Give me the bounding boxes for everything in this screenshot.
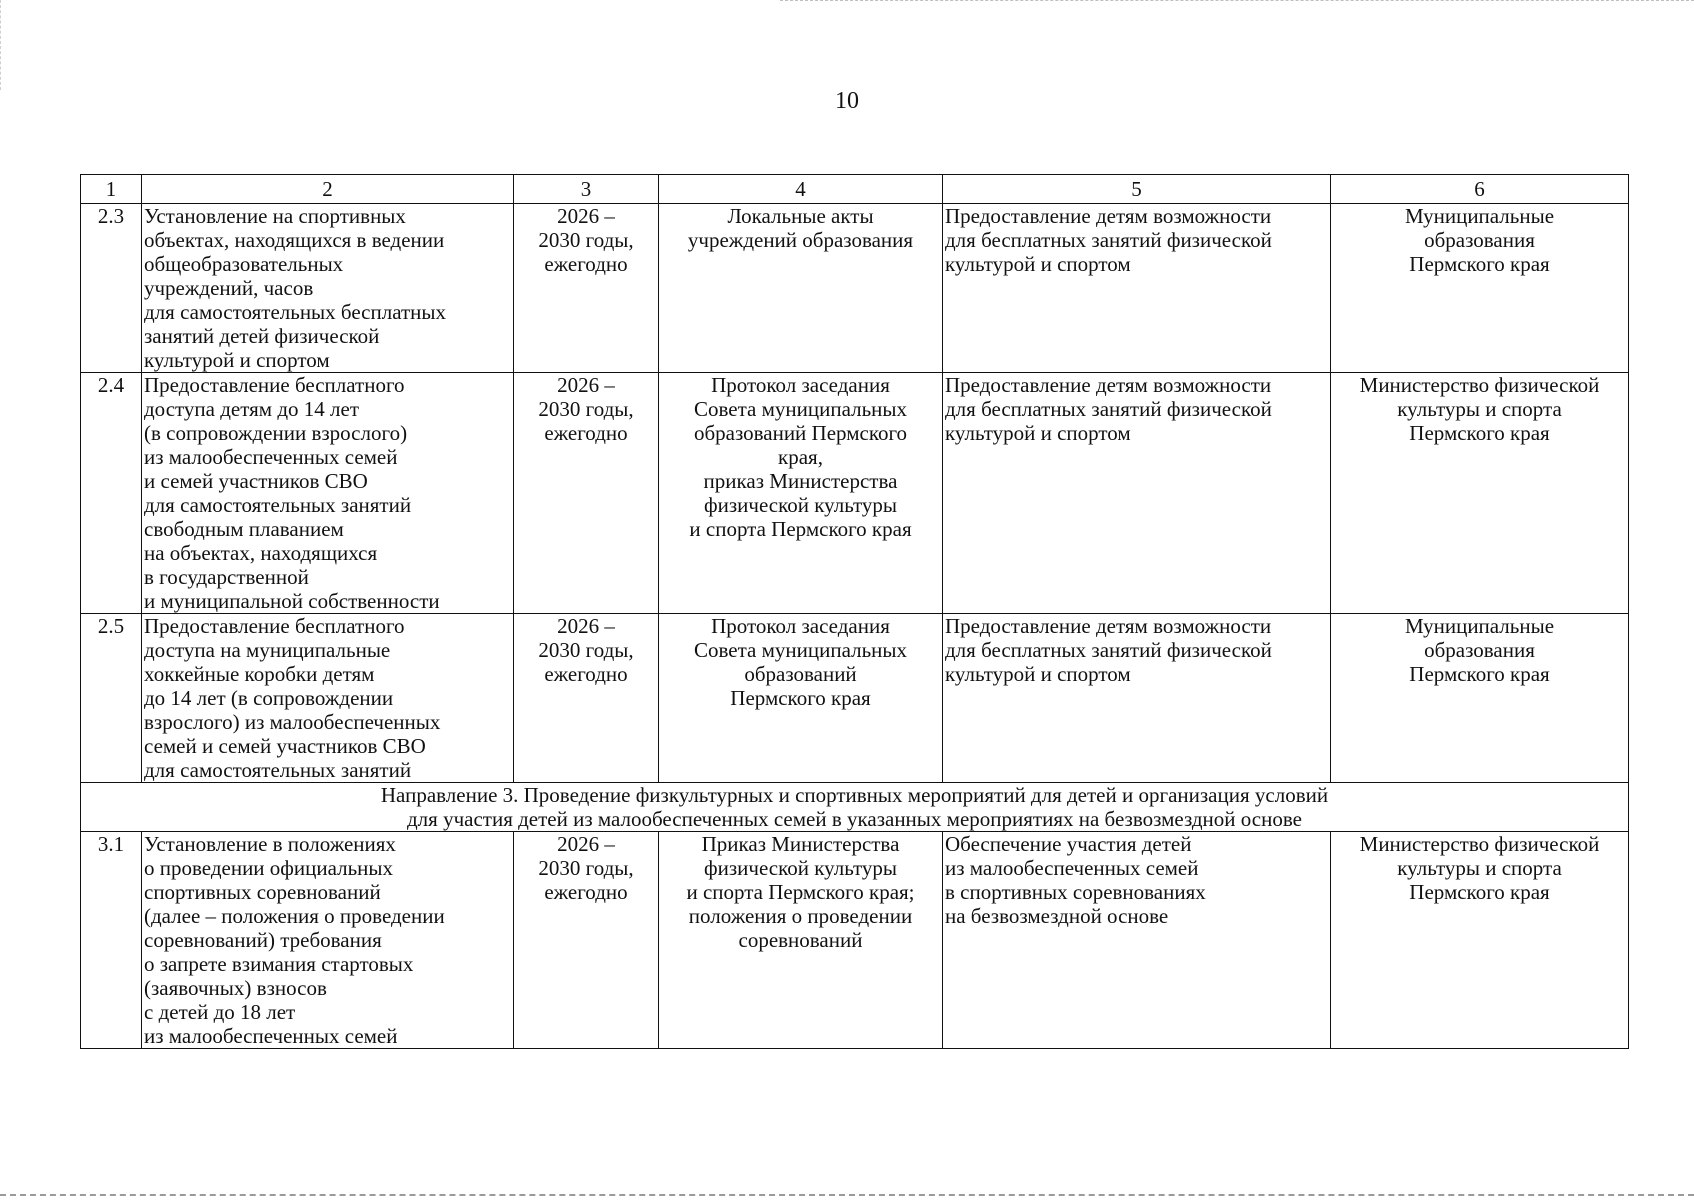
column-number: 2 [142, 175, 514, 204]
measure-line: из малообеспеченных семей [144, 445, 398, 469]
document-line: положения о проведении [688, 904, 913, 928]
period-line: 2026 – [557, 204, 615, 228]
document-line: края, [778, 445, 823, 469]
result-cell [943, 373, 1331, 614]
result-line: из малообеспеченных семей [945, 856, 1199, 880]
result-line: культурой и спортом [945, 662, 1131, 686]
row-number: 2.3 [81, 204, 142, 373]
period-line: 2030 годы, [538, 228, 634, 252]
measure-line: Установление в положениях [144, 832, 396, 856]
document-line: Протокол заседания [711, 614, 890, 638]
measure-line: учреждений, часов [144, 276, 314, 300]
measure-line: взрослого) из малообеспеченных [144, 710, 441, 734]
column-number: 1 [81, 175, 142, 204]
responsible-cell [1331, 373, 1629, 614]
result-line: культурой и спортом [945, 421, 1131, 445]
measure-cell [142, 614, 514, 783]
result-line: для бесплатных занятий физической [945, 638, 1272, 662]
measure-line: и семей участников СВО [144, 469, 368, 493]
responsible-cell [1331, 614, 1629, 783]
document-line: Локальные акты [727, 204, 874, 228]
responsible-line: Пермского края [1409, 662, 1550, 686]
result-line: культурой и спортом [945, 252, 1131, 276]
table-row [81, 614, 1629, 783]
measure-line: и муниципальной собственности [144, 589, 440, 613]
measure-line: для самостоятельных занятий [144, 493, 412, 517]
period-cell [514, 832, 659, 1049]
document-cell [659, 373, 943, 614]
responsible-line: Министерство физической [1359, 373, 1600, 397]
period-line: 2026 – [557, 832, 615, 856]
measure-line: для самостоятельных бесплатных [144, 300, 447, 324]
measure-line: занятий детей физической [144, 324, 380, 348]
period-cell [514, 614, 659, 783]
responsible-line: Пермского края [1409, 421, 1550, 445]
scan-edge-bottom [0, 1194, 1694, 1198]
measure-line: культурой и спортом [144, 348, 330, 372]
period-line: ежегодно [544, 662, 628, 686]
section-heading-line: для участия детей из малообеспеченных семей в указанных мероприятиях на безвозмездной основе [407, 807, 1302, 831]
measure-line: до 14 лет (в сопровождении [144, 686, 394, 710]
period-line: 2026 – [557, 614, 615, 638]
document-line: физической культуры [704, 493, 897, 517]
responsible-line: культуры и спорта [1397, 397, 1562, 421]
result-line: для бесплатных занятий физической [945, 228, 1272, 252]
result-line: Обеспечение участия детей [945, 832, 1192, 856]
period-line: 2030 годы, [538, 397, 634, 421]
document-line: соревнований [738, 928, 863, 952]
responsible-line: Муниципальные [1404, 614, 1555, 638]
responsible-line: образования [1424, 228, 1535, 252]
document-line: физической культуры [704, 856, 897, 880]
measure-line: на объектах, находящихся [144, 541, 378, 565]
measure-line: Предоставление бесплатного [144, 373, 405, 397]
table-row [81, 373, 1629, 614]
period-cell [514, 204, 659, 373]
document-line: Совета муниципальных [693, 638, 907, 662]
responsible-cell [1331, 204, 1629, 373]
document-line: учреждений образования [687, 228, 914, 252]
measure-cell [142, 204, 514, 373]
measure-line: Предоставление бесплатного [144, 614, 405, 638]
measure-line: о запрете взимания стартовых [144, 952, 414, 976]
row-number: 2.4 [81, 373, 142, 614]
table-row [81, 832, 1629, 1049]
result-line: для бесплатных занятий физической [945, 397, 1272, 421]
responsible-line: Муниципальные [1404, 204, 1555, 228]
measure-line: доступа на муниципальные [144, 638, 391, 662]
measure-line: спортивных соревнований [144, 880, 381, 904]
scan-edge-left [0, 0, 2, 90]
period-line: 2030 годы, [538, 638, 634, 662]
measure-line: доступа детям до 14 лет [144, 397, 360, 421]
responsible-line: Пермского края [1409, 880, 1550, 904]
result-cell [943, 614, 1331, 783]
document-line: образований [744, 662, 857, 686]
scan-edge-top [780, 0, 1694, 3]
measures-table [80, 174, 1629, 1049]
document-line: Пермского края [730, 686, 871, 710]
measure-line: объектах, находящихся в ведении [144, 228, 445, 252]
responsible-line: Министерство физической [1359, 832, 1600, 856]
period-cell [514, 373, 659, 614]
result-cell [943, 832, 1331, 1049]
measure-line: семей и семей участников СВО [144, 734, 426, 758]
row-number: 2.5 [81, 614, 142, 783]
responsible-line: образования [1424, 638, 1535, 662]
document-line: образований Пермского [693, 421, 908, 445]
result-line: на безвозмездной основе [945, 904, 1169, 928]
result-line: в спортивных соревнованиях [945, 880, 1206, 904]
section-heading-line: Направление 3. Проведение физкультурных и спортивных мероприятий для детей и организация условий [380, 783, 1329, 807]
measure-line: для самостоятельных занятий [144, 758, 412, 782]
measure-line: в государственной [144, 565, 309, 589]
column-number: 5 [943, 175, 1331, 204]
document-cell [659, 204, 943, 373]
result-line: Предоставление детям возможности [945, 373, 1272, 397]
measure-line: (далее – положения о проведении [144, 904, 445, 928]
measure-line: соревнований) требования [144, 928, 382, 952]
result-line: Предоставление детям возможности [945, 614, 1272, 638]
measure-line: Установление на спортивных [144, 204, 406, 228]
document-line: приказ Министерства [703, 469, 898, 493]
measure-line: из малообеспеченных семей [144, 1024, 398, 1048]
measure-line: о проведении официальных [144, 856, 394, 880]
document-line: Протокол заседания [711, 373, 890, 397]
responsible-line: культуры и спорта [1397, 856, 1562, 880]
measure-line: общеобразовательных [144, 252, 344, 276]
responsible-cell [1331, 832, 1629, 1049]
column-number: 6 [1331, 175, 1629, 204]
document-cell [659, 614, 943, 783]
period-line: ежегодно [544, 252, 628, 276]
period-line: ежегодно [544, 421, 628, 445]
period-line: 2026 – [557, 373, 615, 397]
measure-cell [142, 832, 514, 1049]
section-heading [81, 783, 1629, 832]
column-number: 4 [659, 175, 943, 204]
document-line: и спорта Пермского края [689, 517, 912, 541]
period-line: ежегодно [544, 880, 628, 904]
measure-cell [142, 373, 514, 614]
result-line: Предоставление детям возможности [945, 204, 1272, 228]
document-line: Совета муниципальных [693, 397, 907, 421]
measure-line: свободным плаванием [144, 517, 344, 541]
measure-line: с детей до 18 лет [144, 1000, 296, 1024]
period-line: 2030 годы, [538, 856, 634, 880]
section-row [81, 783, 1629, 832]
page-number: 10 [835, 88, 859, 114]
column-number-row [81, 175, 1629, 204]
responsible-line: Пермского края [1409, 252, 1550, 276]
column-number: 3 [514, 175, 659, 204]
measure-line: (в сопровождении взрослого) [144, 421, 408, 445]
document-line: Приказ Министерства [701, 832, 900, 856]
document-cell [659, 832, 943, 1049]
row-number: 3.1 [81, 832, 142, 1049]
table-row [81, 204, 1629, 373]
measure-line: (заявочных) взносов [144, 976, 327, 1000]
result-cell [943, 204, 1331, 373]
document-line: и спорта Пермского края; [686, 880, 915, 904]
measure-line: хоккейные коробки детям [144, 662, 375, 686]
